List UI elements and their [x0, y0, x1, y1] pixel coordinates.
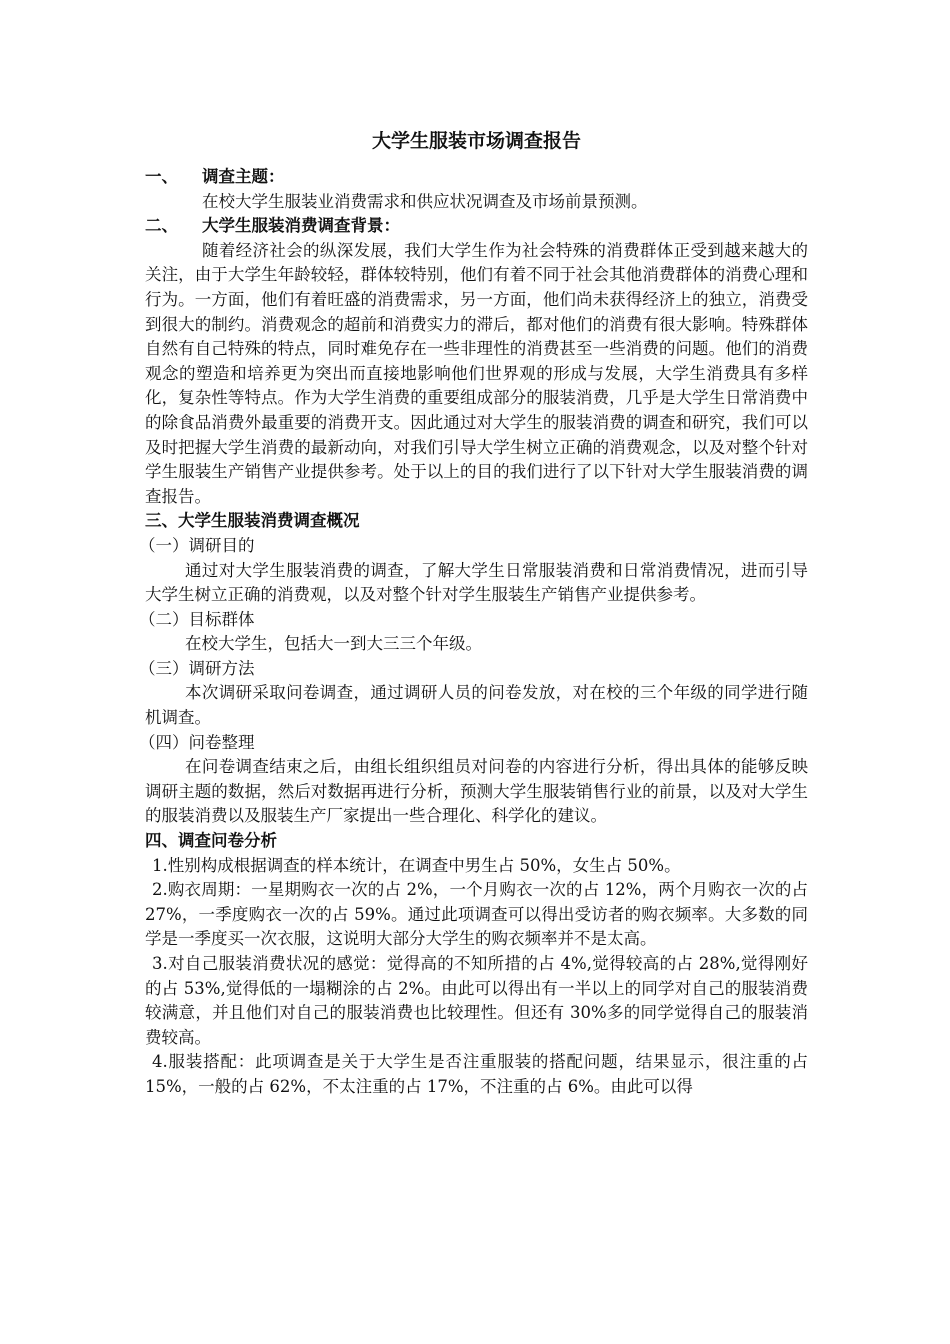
- section-1-text: 在校大学生服装业消费需求和供应状况调查及市场前景预测。: [202, 191, 648, 211]
- section-2-heading: [145, 214, 808, 239]
- section-1-heading: [145, 165, 808, 190]
- section-2-number: 二、: [145, 216, 178, 236]
- subsection-label: （一）调研目的: [139, 535, 255, 555]
- analysis-item: 4.服装搭配：此项调查是关于大学生是否注重服装的搭配问题，结果显示，很注重的占 15%，一般的占 62%，不太注重的占 17%，不注重的占 6%。由此可以得: [145, 1052, 808, 1096]
- analysis-item: 1.性别构成根据调查的样本统计，在调查中男生占 50%，女生占 50%。: [152, 855, 681, 875]
- section-1-title: 调查主题：: [202, 167, 285, 186]
- section-3-heading: 三、大学生服装消费调查概况: [145, 511, 360, 531]
- section-2-title: 大学生服装消费调查背景：: [202, 216, 400, 236]
- section-4-heading: 四、调查问卷分析: [145, 831, 277, 851]
- subsection-text: 通过对大学生服装消费的调查，了解大学生日常服装消费和日常消费情况，进而引导大学生树立正确的消费观，以及对整个针对学生服装生产销售产业提供参考。: [145, 560, 808, 605]
- subsection-label: （三）调研方法: [139, 658, 255, 678]
- subsection-text: 本次调研采取问卷调查，通过调研人员的问卷发放，对在校的三个年级的同学进行随机调查。: [145, 683, 808, 728]
- section-2-text: 随着经济社会的纵深发展，我们大学生作为社会特殊的消费群体正受到越来越大的关注，由于大学生年龄较轻，群体较特别，他们有着不同于社会其他消费群体的消费心理和行为。一方面，他们有着旺盛的消费需求，另一方面，他们尚未获得经济上的独立，消费受到很大的制约。消费观念的超前和消费实力的滞后，都对他们的消费有很大影响。特殊群体自然有自己特殊的特点，同时难免存在一些非理性的消费甚至一些消费的问题。他们的消费观念的塑造和培养更为突出而直接地影响他们世界观的形成与发展，大学生消费具有多样化，复杂性等特点。作为大学生消费的重要组成部分的服装消费，几乎是大学生日常消费中的除食品消费外最重要的消费开支。因此通过对大学生的服装消费的调查和研究，我们可以及时把握大学生消费的最新动向，对我们引导大学生树立正确的消费观念，以及对整个针对学生服装生产销售产业提供参考。处于以上的目的我们进行了以下针对大学生服装消费的调查报告。: [145, 240, 808, 506]
- analysis-item: 2.购衣周期：一星期购衣一次的占 2%，一个月购衣一次的占 12%，两个月购衣一次的占 27%，一季度购衣一次的占 59%。通过此项调查可以得出受访者的购衣频率。大多数的同学是一季度买一次衣服，这说明大部分大学生的购衣频率并不是太高。: [145, 880, 808, 949]
- subsection-text: 在问卷调查结束之后，由组长组织组员对问卷的内容进行分析，得出具体的能够反映调研主题的数据，然后对数据再进行分析，预测大学生服装销售行业的前景，以及对大学生的服装消费以及服装生产厂家提出一些合理化、科学化的建议。: [145, 757, 808, 826]
- document-page: [139, 126, 808, 1100]
- subsection-text: 在校大学生，包括大一到大三三个年级。: [185, 634, 482, 654]
- subsection-label: （二）目标群体: [139, 609, 255, 629]
- section-1-number: 一、: [145, 167, 178, 186]
- page-title: 大学生服装市场调查报告: [371, 130, 581, 152]
- analysis-item: 3.对自己服装消费状况的感觉：觉得高的不知所措的占 4%,觉得较高的占 28%,觉得刚好的占 53%,觉得低的一塌糊涂的占 2%。由此可以得出有一半以上的同学对自己的服装消费较满意，并且他们对自己的服装消费也比较理性。但还有 30%多的同学觉得自己的服装消费较高。: [145, 954, 808, 1047]
- subsection-label: （四）问卷整理: [139, 732, 255, 752]
